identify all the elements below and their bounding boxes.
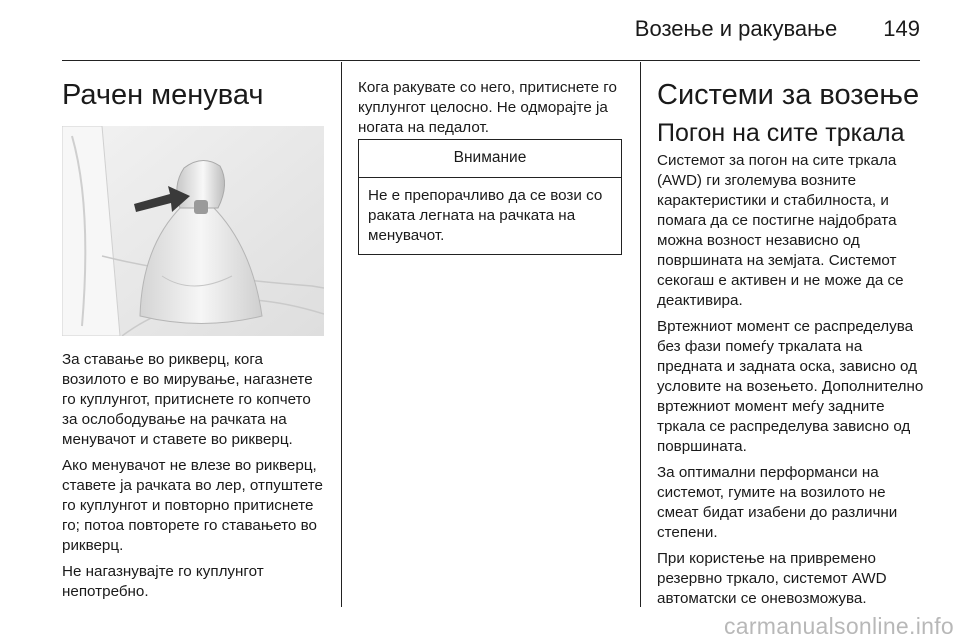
paragraph: За ставање во рикверц, кога возилото е во мирување, нагазнете го куплунгот, притиснете го копчето за ослободување на рачката на менувачот и ставете во рикверц. <box>62 351 313 448</box>
paragraph: За оптимални перформанси на системот, гумите на возилото не смеат бидат изабени до различни степени. <box>657 464 898 541</box>
column-divider-1 <box>341 62 342 607</box>
gear-lever-drawing <box>62 126 324 336</box>
warning-text: Не е препорачливо да се вози со раката легната на рачката на менувачот. <box>368 187 603 244</box>
middle-text-block <box>358 78 624 144</box>
warning-title: Внимание <box>359 140 621 178</box>
paragraph: Вртежниот момент се распределува без фази помеѓу тркалата на предната и задната оска, зависно од условите на возењето. Дополнително вртежниот момент меѓу задните тркала се распределува зависно од површината. <box>657 318 924 455</box>
left-text-block <box>62 350 324 608</box>
gear-lever-illustration <box>62 126 324 336</box>
column-divider-2 <box>640 62 641 607</box>
header-rule <box>62 60 920 61</box>
section-heading-driving-systems: Системи за возење <box>657 79 920 111</box>
paragraph: Ако менувачот не влезе во рикверц, ставете ја рачката во лер, отпуштете го куплунгот и повторно притиснете го; потоа повторете го ставањето во рикверц. <box>62 457 323 554</box>
paragraph: Кога ракувате со него, притиснете го куплунгот целосно. Не одморајте ја ногата на педалот. <box>358 79 617 136</box>
paragraph: Системот за погон на сите тркала (AWD) ги зголемува возните карактеристики и стабилноста, и помага да се постигне најдобрата можна возност независно од површината на земјата. Системот секогаш е активен и не може да се деактивира. <box>657 152 904 309</box>
subheading-all-wheel-drive: Погон на сите тркала <box>657 119 905 147</box>
section-heading-manual-gearbox: Рачен менувач <box>62 79 264 111</box>
right-text-block <box>657 151 925 615</box>
section-title: Возење и ракување <box>634 16 838 41</box>
running-header <box>635 16 920 42</box>
paragraph: Не нагазнувајте го куплунгот непотребно. <box>62 563 264 600</box>
page-number: 149 <box>883 16 920 41</box>
warning-box <box>358 139 622 255</box>
watermark: carmanualsonline.info <box>723 613 954 639</box>
paragraph: При користење на привремено резервно тркало, системот AWD автоматски се оневозможува. <box>657 550 887 607</box>
